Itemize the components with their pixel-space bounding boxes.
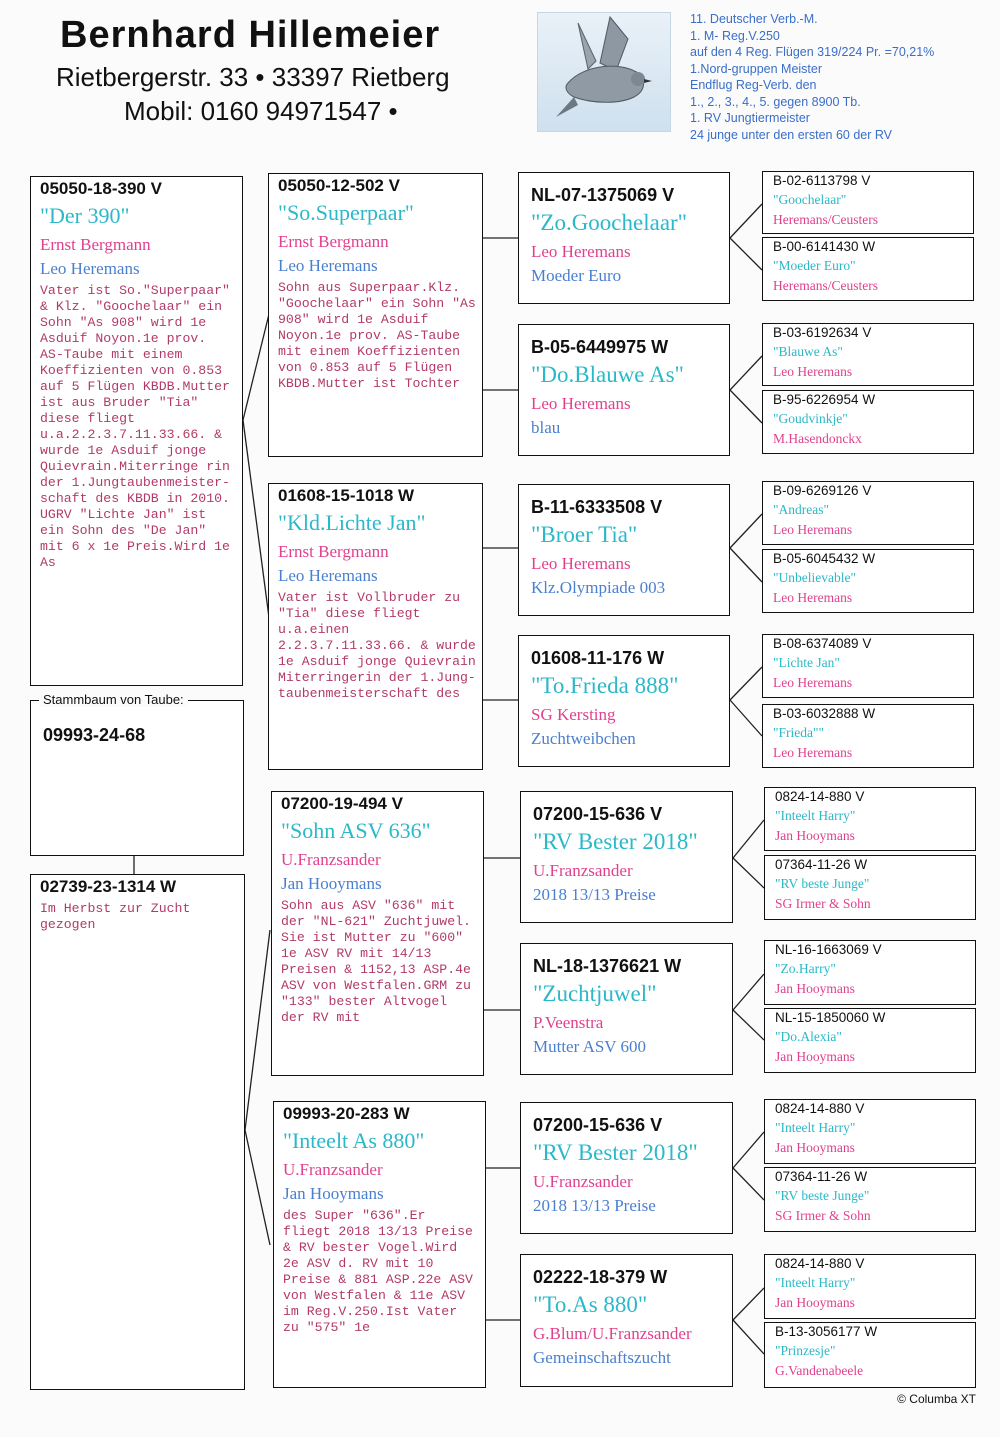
- gggp-breeder: Heremans/Ceusters: [773, 278, 878, 293]
- great-grandparent-card[interactable]: [518, 324, 730, 456]
- gggp-card[interactable]: [764, 1254, 976, 1319]
- gggp-ring-number: B-95-6226954 W: [773, 392, 876, 407]
- ggp-breeder: SG Kersting: [531, 705, 616, 724]
- gggp-breeder: Leo Heremans: [773, 590, 853, 605]
- grandparent-owner: Leo Heremans: [278, 566, 378, 585]
- ggp-owner: Zuchtweibchen: [531, 729, 636, 748]
- dam-ring-number: 02739-23-1314 W: [40, 877, 177, 896]
- ggp-ring-number: NL-18-1376621 W: [533, 956, 682, 976]
- ggp-breeder: Leo Heremans: [531, 394, 631, 413]
- grandparent-card[interactable]: [268, 483, 483, 770]
- grandparent-name: "Kld.Lichte Jan": [278, 510, 426, 535]
- gggp-name: "Goochelaar": [773, 192, 847, 207]
- ggp-ring-number: B-11-6333508 V: [531, 497, 663, 517]
- ggp-ring-number: NL-07-1375069 V: [531, 185, 675, 205]
- grandparent-name: "Sohn ASV 636": [281, 818, 431, 843]
- grandparent-ring-number: 07200-19-494 V: [281, 794, 403, 813]
- gggp-card[interactable]: [762, 634, 974, 698]
- gggp-ring-number: B-03-6192634 V: [773, 325, 872, 340]
- gggp-name: "Blauwe As": [773, 344, 843, 359]
- grandparent-owner: Jan Hooymans: [281, 874, 382, 893]
- grandparent-breeder: U.Franzsander: [283, 1160, 383, 1179]
- grandparent-owner: Jan Hooymans: [283, 1184, 384, 1203]
- stammbaum-ring-number: 09993-24-68: [43, 725, 146, 745]
- ggp-ring-number: 02222-18-379 W: [533, 1267, 668, 1287]
- ggp-name: "Do.Blauwe As": [531, 362, 684, 387]
- gggp-ring-number: NL-16-1663069 V: [775, 942, 882, 957]
- gggp-card[interactable]: [762, 481, 974, 545]
- achievement-line: 24 junge unter den ersten 60 der RV: [690, 127, 892, 142]
- gggp-ring-number: 07364-11-26 W: [775, 1169, 868, 1184]
- gggp-breeder: Jan Hooymans: [775, 1049, 855, 1064]
- great-grandparent-card[interactable]: [518, 172, 730, 304]
- achievement-line: 11. Deutscher Verb.-M.: [690, 12, 818, 26]
- dam-card[interactable]: [30, 874, 245, 1390]
- gggp-ring-number: B-08-6374089 V: [773, 636, 872, 651]
- gggp-card[interactable]: [764, 1167, 976, 1232]
- gggp-name: "Frieda"": [773, 725, 825, 740]
- ggp-name: "Zo.Goochelaar": [531, 210, 688, 235]
- sire-note: Vater ist So."Superpaar" & Klz. "Goochelaar" ein Sohn "As 908" wird 1e Asduif Noyon.1e prov. AS-Taube mit einem Koeffizienten von 0.853 auf 5 Flügen KBDB.Mutter ist aus Bruder "Tia" diese fliegt u.a.2.2.3.7.11.33.66. & wurde 1e Asduif jonge Quievrain.Miterringe rin der 1.Jungtaubenmeister-schaft des KBDB in 2010. UGRV "Lichte Jan" ist ein Sohn des "De Jan" mit 6 x 1e Preis.Wird 1e As: [40, 283, 238, 570]
- pigeon-icon: [538, 13, 670, 131]
- gggp-breeder: Heremans/Ceusters: [773, 212, 878, 227]
- gggp-name: "Do.Alexia": [775, 1029, 842, 1044]
- gggp-card[interactable]: [762, 323, 974, 386]
- gggp-breeder: Leo Heremans: [773, 675, 853, 690]
- gggp-name: "Moeder Euro": [773, 258, 856, 273]
- grandparent-note: Vater ist Vollbruder zu "Tia" diese fliegt u.a.einen 2.2.3.7.11.33.66. & wurde 1e Asduif jonge Quievrain Miterringerin der 1.Jung-taubenmeisterschaft des: [278, 590, 484, 701]
- grandparent-ring-number: 05050-12-502 V: [278, 176, 400, 195]
- gggp-card[interactable]: [764, 855, 976, 920]
- ggp-owner: 2018 13/13 Preise: [533, 1196, 656, 1215]
- sire-ring-number: 05050-18-390 V: [40, 179, 162, 198]
- gggp-breeder: Leo Heremans: [773, 522, 853, 537]
- ggp-name: "To.Frieda 888": [531, 673, 679, 698]
- gggp-name: "Inteelt Harry": [775, 1275, 856, 1290]
- ggp-breeder: U.Franzsander: [533, 1172, 633, 1191]
- gggp-breeder: SG Irmer & Sohn: [775, 1208, 871, 1223]
- gggp-name: "RV beste Junge": [775, 876, 870, 891]
- ggp-owner: 2018 13/13 Preise: [533, 885, 656, 904]
- great-grandparent-card[interactable]: [520, 943, 733, 1075]
- gggp-breeder: Leo Heremans: [773, 745, 853, 760]
- great-grandparent-card[interactable]: [520, 1254, 733, 1387]
- gggp-breeder: Leo Heremans: [773, 364, 853, 379]
- sire-card[interactable]: [30, 176, 243, 686]
- ggp-owner: blau: [531, 418, 561, 437]
- ggp-name: "Zuchtjuwel": [533, 981, 657, 1006]
- gggp-card[interactable]: [764, 940, 976, 1005]
- breeder-address: Rietbergerstr. 33 • 33397 Rietberg: [56, 62, 450, 92]
- gggp-breeder: SG Irmer & Sohn: [775, 896, 871, 911]
- ggp-name: "RV Bester 2018": [533, 829, 698, 854]
- gggp-card[interactable]: [764, 787, 976, 851]
- ggp-owner: Mutter ASV 600: [533, 1037, 647, 1056]
- gggp-name: "Goudvinkje": [773, 411, 848, 426]
- pigeon-logo-image: [537, 12, 671, 132]
- ggp-name: "To.As 880": [533, 1292, 648, 1317]
- sire-name: "Der 390": [40, 203, 130, 228]
- copyright-text: © Columba XT: [897, 1392, 976, 1406]
- gggp-ring-number: B-05-6045432 W: [773, 551, 876, 566]
- grandparent-name: "Inteelt As 880": [283, 1128, 425, 1153]
- grandparent-note: des Super "636".Er fliegt 2018 13/13 Preise & RV bester Vogel.Wird 2e ASV d. RV mit 10 Preise & 881 ASP.22e ASV von Westfalen & 11e ASV im Reg.V.250.Ist Vater zu "575" 1e: [283, 1208, 481, 1335]
- gggp-breeder: G.Vandenabeele: [775, 1363, 864, 1378]
- grandparent-owner: Leo Heremans: [278, 256, 378, 275]
- grandparent-breeder: Ernst Bergmann: [278, 542, 389, 561]
- achievement-line: Endflug Reg-Verb. den: [690, 78, 817, 92]
- ggp-owner: Klz.Olympiade 003: [531, 578, 666, 597]
- gggp-ring-number: B-13-3056177 W: [775, 1324, 878, 1339]
- sire-owner: Leo Heremans: [40, 259, 140, 278]
- grandparent-card[interactable]: [268, 173, 483, 457]
- ggp-breeder: U.Franzsander: [533, 861, 633, 880]
- breeder-mobile: Mobil: 0160 94971547 •: [124, 96, 398, 126]
- grandparent-ring-number: 01608-15-1018 W: [278, 486, 415, 505]
- great-grandparent-card[interactable]: [520, 791, 733, 923]
- gggp-card[interactable]: [762, 549, 974, 613]
- great-grandparent-card[interactable]: [520, 1102, 733, 1234]
- grandparent-breeder: U.Franzsander: [281, 850, 381, 869]
- gggp-breeder: Jan Hooymans: [775, 981, 855, 996]
- achievement-line: auf den 4 Reg. Flügen 319/224 Pr. =70,21%: [690, 45, 935, 59]
- gggp-breeder: Jan Hooymans: [775, 1295, 855, 1310]
- gggp-name: "RV beste Junge": [775, 1188, 870, 1203]
- ggp-ring-number: 07200-15-636 V: [533, 804, 663, 824]
- gggp-card[interactable]: [764, 1099, 976, 1164]
- gggp-name: "Unbelievable": [773, 570, 856, 585]
- achievement-line: 1. RV Jungtiermeister: [690, 111, 810, 125]
- gggp-breeder: M.Hasendonckx: [773, 431, 862, 446]
- grandparent-note: Sohn aus ASV "636" mit der "NL-621" Zuchtjuwel. Sie ist Mutter zu "600" 1e ASV RV mit 14/13 Preisen & 1152,13 ASP.4e ASV von Westfalen.GRM zu "133" bester Altvogel der RV mit: [281, 898, 479, 1025]
- ggp-name: "Broer Tia": [531, 522, 638, 547]
- breeder-name: Bernhard Hillemeier: [60, 14, 441, 56]
- gggp-ring-number: 0824-14-880 V: [775, 1101, 865, 1116]
- gggp-ring-number: B-00-6141430 W: [773, 239, 876, 254]
- gggp-card[interactable]: [762, 171, 974, 234]
- ggp-name: "RV Bester 2018": [533, 1140, 698, 1165]
- stammbaum-label: Stammbaum von Taube:: [39, 692, 188, 707]
- stammbaum-box: [30, 692, 244, 856]
- gggp-name: "Inteelt Harry": [775, 808, 856, 823]
- gggp-card[interactable]: [762, 704, 974, 768]
- gggp-ring-number: B-02-6113798 V: [773, 173, 871, 188]
- grandparent-card[interactable]: [271, 791, 484, 1076]
- sire-breeder: Ernst Bergmann: [40, 235, 151, 254]
- grandparent-ring-number: 09993-20-283 W: [283, 1104, 410, 1123]
- ggp-breeder: G.Blum/U.Franzsander: [533, 1324, 692, 1343]
- gggp-name: "Lichte Jan": [773, 655, 840, 670]
- gggp-card[interactable]: [764, 1008, 976, 1073]
- ggp-owner: Gemeinschaftszucht: [533, 1348, 671, 1367]
- ggp-breeder: P.Veenstra: [533, 1013, 604, 1032]
- gggp-name: "Zo.Harry": [775, 961, 836, 976]
- great-grandparent-card[interactable]: [518, 635, 730, 767]
- gggp-ring-number: 0824-14-880 V: [775, 1256, 865, 1271]
- gggp-ring-number: 07364-11-26 W: [775, 857, 868, 872]
- achievement-line: 1., 2., 3., 4., 5. gegen 8900 Tb.: [690, 94, 861, 109]
- achievement-line: 1.Nord-gruppen Meister: [690, 61, 823, 76]
- gggp-ring-number: B-09-6269126 V: [773, 483, 872, 498]
- ggp-owner: Moeder Euro: [531, 266, 622, 285]
- gggp-name: "Inteelt Harry": [775, 1120, 856, 1135]
- gggp-breeder: Jan Hooymans: [775, 828, 855, 843]
- gggp-breeder: Jan Hooymans: [775, 1140, 855, 1155]
- ggp-ring-number: 01608-11-176 W: [531, 648, 665, 668]
- ggp-breeder: Leo Heremans: [531, 554, 631, 573]
- grandparent-note: Sohn aus Superpaar.Klz. "Goochelaar" ein Sohn "As 908" wird 1e Asduif Noyon.1e prov. AS-Taube mit einem Koeffizienten von 0.853 auf 5 Flügen KBDB.Mutter ist Tochter: [278, 280, 484, 391]
- gggp-card[interactable]: [762, 237, 974, 301]
- gggp-ring-number: B-03-6032888 W: [773, 706, 876, 721]
- gggp-name: "Prinzesje": [775, 1343, 836, 1358]
- achievement-line: 1. M- Reg.V.250: [690, 28, 780, 43]
- gggp-card[interactable]: [764, 1322, 976, 1388]
- grandparent-card[interactable]: [273, 1101, 486, 1388]
- grandparent-name: "So.Superpaar": [278, 200, 414, 225]
- ggp-ring-number: B-05-6449975 W: [531, 337, 669, 357]
- gggp-card[interactable]: [762, 390, 974, 454]
- gggp-name: "Andreas": [773, 502, 830, 517]
- ggp-ring-number: 07200-15-636 V: [533, 1115, 663, 1135]
- great-grandparent-card[interactable]: [518, 484, 730, 616]
- gggp-ring-number: 0824-14-880 V: [775, 789, 865, 804]
- ggp-breeder: Leo Heremans: [531, 242, 631, 261]
- gggp-ring-number: NL-15-1850060 W: [775, 1010, 886, 1025]
- grandparent-breeder: Ernst Bergmann: [278, 232, 389, 251]
- achievements-list: [690, 11, 934, 143]
- dam-note: Im Herbst zur Zucht gezogen: [40, 901, 199, 932]
